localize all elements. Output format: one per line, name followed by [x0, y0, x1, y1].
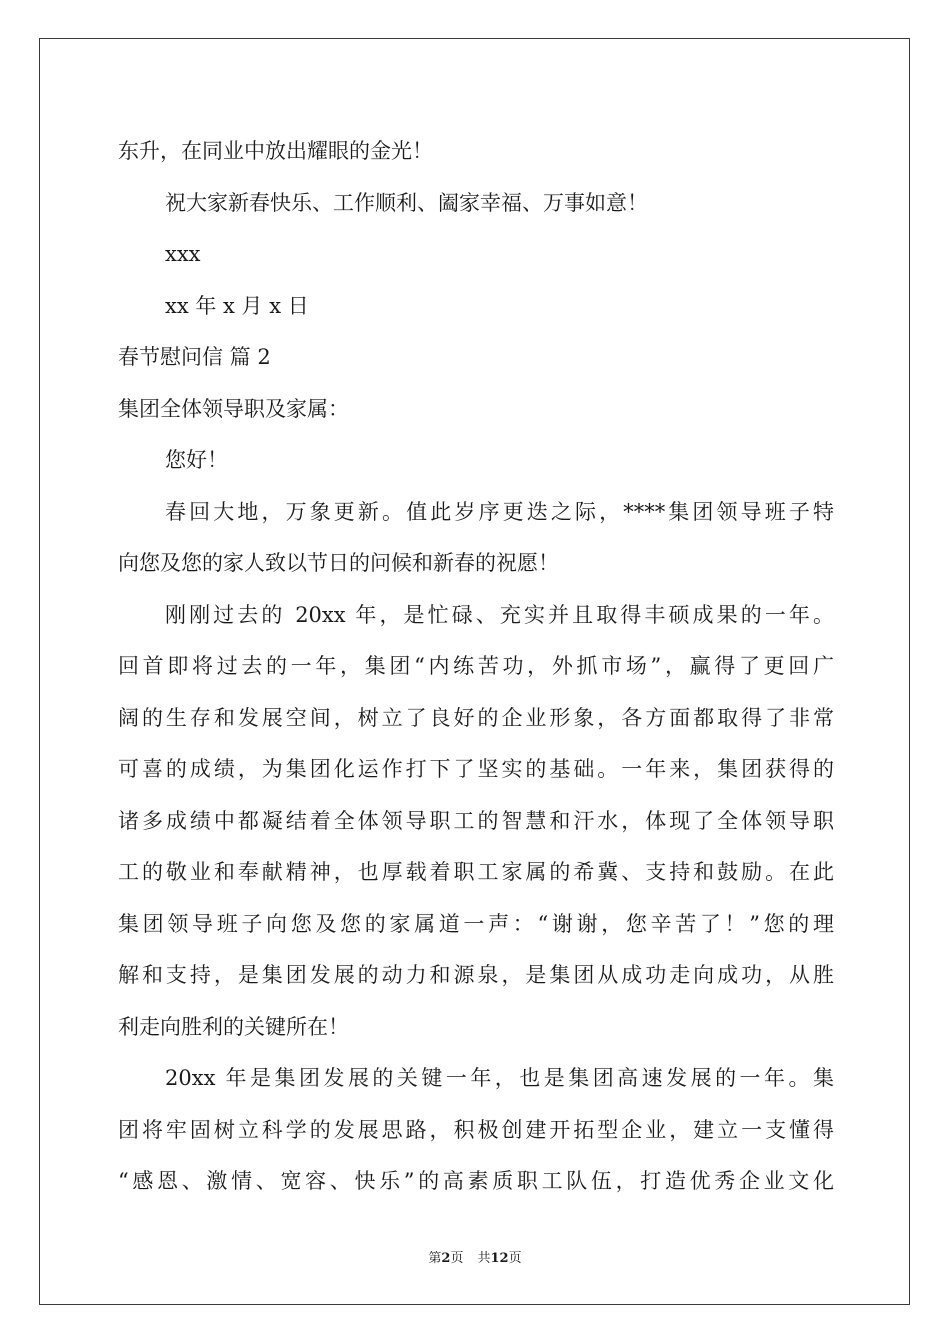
total-suffix: 页: [508, 1251, 522, 1266]
text-line: 刚刚过去的 20xx 年，是忙碌、充实并且取得丰硕成果的一年。: [165, 602, 834, 627]
section-heading: 春节慰问信 篇 2: [118, 345, 271, 369]
text-line: 团将牢固树立科学的发展思路，积极创建开拓型企业，建立一支懂得: [118, 1117, 834, 1142]
text-line: 向您及您的家人致以节日的问候和新春的祝愿！: [118, 551, 559, 575]
page-suffix: 页: [450, 1251, 464, 1266]
text-line: “感恩、激情、宽容、快乐”的高素质职工队伍，打造优秀企业文化: [118, 1169, 834, 1193]
text-line: 东升，在同业中放出耀眼的金光！: [118, 139, 433, 163]
page-footer: [0, 1247, 950, 1266]
text-line: 祝大家新春快乐、工作顺利、阖家幸福、万事如意！: [165, 190, 648, 215]
text-line: 春回大地，万象更新。值此岁序更迭之际，****集团领导班子特: [165, 499, 834, 524]
salutation: 集团全体领导职及家属：: [118, 396, 349, 421]
text-line: 可喜的成绩，为集团化运作打下了坚实的基础。一年来，集团获得的: [118, 757, 834, 781]
text-line: 工的敬业和奉献精神，也厚载着职工家属的希冀、支持和鼓励。在此: [118, 860, 834, 884]
document-body: [118, 126, 834, 1208]
signature-name: xxx: [165, 242, 201, 266]
text-line: 诸多成绩中都凝结着全体领导职工的智慧和汗水，体现了全体领导职: [118, 808, 834, 833]
text-line: 20xx 年是集团发展的关键一年，也是集团高速发展的一年。集: [165, 1066, 834, 1090]
text-line: 阔的生存和发展空间，树立了良好的企业形象，各方面都取得了非常: [118, 705, 834, 730]
text-line: 回首即将过去的一年，集团“内练苦功，外抓市场”，赢得了更回广: [118, 654, 834, 678]
page-prefix: 第: [428, 1251, 442, 1266]
text-line: 集团领导班子向您及您的家属道一声：“谢谢，您辛苦了！”您的理: [118, 911, 834, 936]
text-line: 解和支持，是集团发展的动力和源泉，是集团从成功走向成功，从胜: [118, 963, 834, 987]
total-prefix: 共: [477, 1251, 491, 1266]
page-number: 2: [441, 1251, 451, 1266]
text-line: 利走向胜利的关键所在！: [118, 1014, 349, 1039]
total-pages: 12: [490, 1251, 509, 1266]
signature-date: xx 年 x 月 x 日: [165, 293, 309, 318]
greeting: 您好！: [165, 448, 228, 472]
